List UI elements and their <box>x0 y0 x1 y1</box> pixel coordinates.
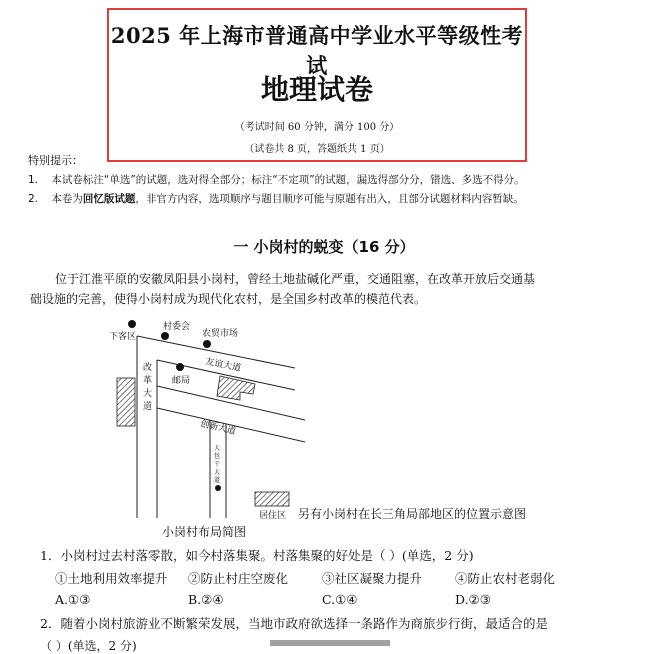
subject-title: 地理试卷 <box>260 73 373 106</box>
dabao-road-char-1: 大 <box>214 445 221 452</box>
village-committee-label: 村委会 <box>163 322 191 332</box>
q1-choice-2: ②防止村庄空废化 <box>188 571 289 586</box>
tip-bold: 回忆版试题 <box>82 193 136 205</box>
q1-choice-3: ③社区凝聚力提升 <box>322 571 423 586</box>
tip-number: 2. <box>28 193 39 205</box>
residential-area-block <box>255 492 289 506</box>
question-1-stem: 1．小岗村过去村落零散，如今村落集聚。村落集聚的好处是（ ）(单选，2 分) <box>40 548 474 563</box>
village-committee-dot <box>161 332 169 340</box>
layout-map-caption: 小岗村布局简图 <box>162 525 247 539</box>
dabao-road-char-4: 大 <box>214 469 221 476</box>
tip-number: 1. <box>28 174 39 186</box>
q1-choice-4: ④防止农村老弱化 <box>455 571 556 586</box>
youyi-road-label: 友谊大道 <box>204 357 242 374</box>
q1-option-c: C.①④ <box>322 592 358 607</box>
dabao-road-char-3: 干 <box>214 461 221 468</box>
dabao-road-dot <box>215 485 221 491</box>
tips-label: 特别提示： <box>28 154 83 167</box>
exam-title: 2025 年上海市普通高中学业水平等级性考试 <box>110 23 524 78</box>
hatched-building-left <box>117 378 135 426</box>
chuangxin-road-label: 创新大道 <box>199 419 237 438</box>
tip-item-2 <box>28 191 524 206</box>
bus-station-dot <box>128 320 136 328</box>
market-label: 农贸市场 <box>202 329 239 339</box>
q1-option-b: B.②④ <box>188 592 224 607</box>
question-2-stem: 2．随着小岗村旅游业不断繁荣发展，当地市政府欲选择一条路作为商旅步行街，最适合的是 <box>40 616 548 631</box>
residential-label: 居住区 <box>259 511 287 521</box>
location-map-caption: 另有小岗村在长三角局部地区的位置示意图 <box>298 507 527 521</box>
time-info: （考试时间 60 分钟，满分 100 分） <box>234 122 400 133</box>
q1-choice-1: ①土地利用效率提升 <box>55 571 168 586</box>
tip-text: ，非官方内容，选项顺序与题目顺序可能与原题有出入，且部分试题材料内容暂缺。 <box>135 193 524 205</box>
village-layout-map <box>95 308 305 528</box>
q1-option-d: D.②③ <box>455 592 491 607</box>
section-title: 一 小岗村的蜕变（16 分） <box>233 238 415 256</box>
dabao-road-char-5: 道 <box>214 477 221 484</box>
gaige-road-char-3: 大 <box>143 389 153 399</box>
tip-text: 本卷为 <box>51 193 83 205</box>
question-2-cutoff: （ ）(单选，2 分) <box>40 639 137 653</box>
post-office-dot <box>176 363 184 371</box>
scan-smudge <box>270 640 390 646</box>
bus-station-label: 下客区 <box>109 332 137 342</box>
pages-info: （试卷共 8 页，答题纸共 1 页） <box>244 144 390 155</box>
dabao-road-char-2: 包 <box>214 453 221 460</box>
tip-item-1 <box>28 172 525 187</box>
gaige-road-char-1: 改 <box>143 363 153 373</box>
gaige-road-char-4: 道 <box>143 402 153 412</box>
tip-text: 本试卷标注“单选”的试题，选对得全部分；标注“不定项”的试题，漏选得部分分，错选、多选不得分。 <box>51 174 525 186</box>
post-office-label: 邮局 <box>172 376 191 386</box>
gaige-road-char-2: 革 <box>143 376 153 386</box>
q1-option-a: A.①③ <box>55 592 91 607</box>
paragraph-line-1: 位于江淮平原的安徽凤阳县小岗村，曾经土地盐碱化严重，交通阻塞，在改革开放后交通基 <box>55 272 536 286</box>
paragraph-line-2: 础设施的完善，使得小岗村成为现代化农村，是全国乡村改革的模范代表。 <box>30 292 427 306</box>
market-dot <box>203 340 211 348</box>
exam-header-box <box>107 8 527 162</box>
